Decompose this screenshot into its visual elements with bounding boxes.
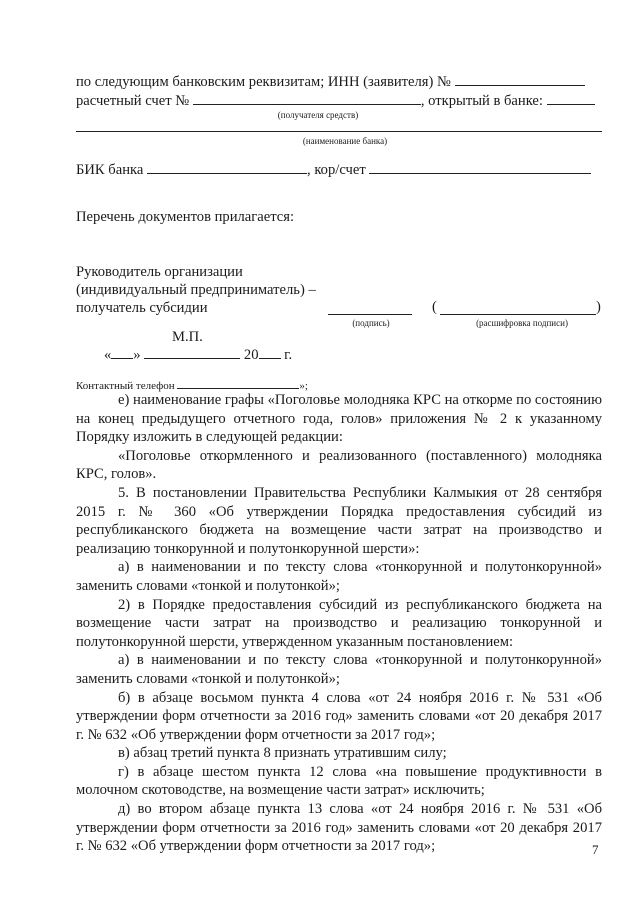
page-number: 7 (592, 842, 599, 857)
head-line-3: получатель субсидии (76, 300, 208, 316)
head-line-2: (индивидуальный предприниматель) – (76, 282, 316, 298)
date-line (104, 345, 292, 364)
requisites-line-2 (76, 91, 595, 110)
stamp-place: М.П. (172, 329, 203, 345)
paragraph: 2) в Порядке предоставления субсидий из республиканского бюджета на возмещение части затрат на производство и реализацию тонкорунной и полутонкорунной шерсти, утвержденном указанным постановлением: (76, 596, 602, 650)
bank-name-line (76, 131, 602, 132)
documents-list-label: Перечень документов прилагается: (76, 209, 295, 225)
decoding-paren-open: ( (432, 299, 437, 315)
account-blank (193, 91, 421, 105)
inn-blank (455, 72, 585, 86)
paragraph: а) в наименовании и по тексту слова «тонкорунной и полутонкорунной» заменить словами «тонкой и полутонкой»; (76, 559, 602, 594)
paragraph: г) в абзаце шестом пункта 12 слова «на повышение продуктивности в молочном скотоводстве, на возмещение части затрат» исключить; (76, 763, 602, 799)
bik-label: БИК банка (76, 162, 144, 178)
opened-in-bank-label: , открытый в банке: (420, 93, 543, 109)
account-label: расчетный счет № (76, 93, 190, 109)
contact-label: Контактный телефон (76, 380, 175, 392)
bik-blank (147, 160, 307, 174)
amendments-text (76, 391, 602, 856)
date-quote-open: « (104, 347, 112, 363)
korschet-label: , кор/счет (307, 162, 366, 178)
date-quote-close: » (133, 347, 141, 363)
contact-phone-blank (177, 378, 299, 389)
signature-blank (328, 314, 412, 315)
caption-bank-name: (наименование банка) (302, 136, 388, 146)
caption-signature: (подпись) (352, 318, 390, 328)
date-day-blank (111, 345, 133, 359)
date-year-prefix: 20 (243, 347, 259, 363)
bank-short-blank (547, 91, 595, 105)
inn-label: по следующим банковским реквизитам; ИНН (заявителя) № (76, 74, 451, 90)
paragraph: д) во втором абзаце пункта 13 слова «от 24 ноября 2016 г. № 531 «Об утверждении форм отчетности за 2016 год» заменить словами «от 20 декабря 2017 г. № 632 «Об утверждении форм отчетности за 2017 год»; (76, 801, 602, 855)
paragraph: е) наименование графы «Поголовье молодняка КРС на откорме по состоянию на конец предыдущего отчетного года, голов» приложения № 2 к указанному Порядку изложить в следующей редакции: (76, 392, 602, 446)
paragraph: б) в абзаце восьмом пункта 4 слова «от 24 ноября 2016 г. № 531 «Об утверждении форм отчетности за 2016 год» заменить словами «от 20 декабря 2017 г. № 632 «Об утверждении форм отчетности за 2017 год»; (76, 689, 602, 743)
paragraph: «Поголовье откормленного и реализованного (поставленного) молодняка КРС, голов». (76, 447, 602, 483)
contact-tail: »; (299, 380, 308, 392)
paragraph: в) абзац третий пункта 8 признать утратившим силу; (118, 745, 447, 762)
paragraph: 5. В постановлении Правительства Республики Калмыкия от 28 сентября 2015 г. № 360 «Об утверждении Порядка предоставления субсидий из республиканского бюджета на возмещение части затрат на производство и реализацию тонкорунной и полутонкорунной шерсти»: (76, 484, 602, 557)
head-line-1: Руководитель организации (76, 264, 243, 280)
decoding-paren-close: ) (596, 299, 601, 315)
date-month-blank (144, 345, 240, 359)
caption-recipient: (получателя средств) (277, 110, 359, 120)
korschet-blank (369, 160, 591, 174)
decoding-blank (440, 314, 596, 315)
caption-decoding: (расшифровка подписи) (476, 318, 568, 328)
requisites-line-1 (76, 72, 585, 91)
date-year-blank (259, 345, 281, 359)
bik-line (76, 160, 591, 179)
date-year-suffix: г. (284, 347, 293, 363)
paragraph: а) в наименовании и по тексту слова «тонкорунной и полутонкорунной» заменить словами «тонкой и полутонкой»; (76, 652, 602, 687)
